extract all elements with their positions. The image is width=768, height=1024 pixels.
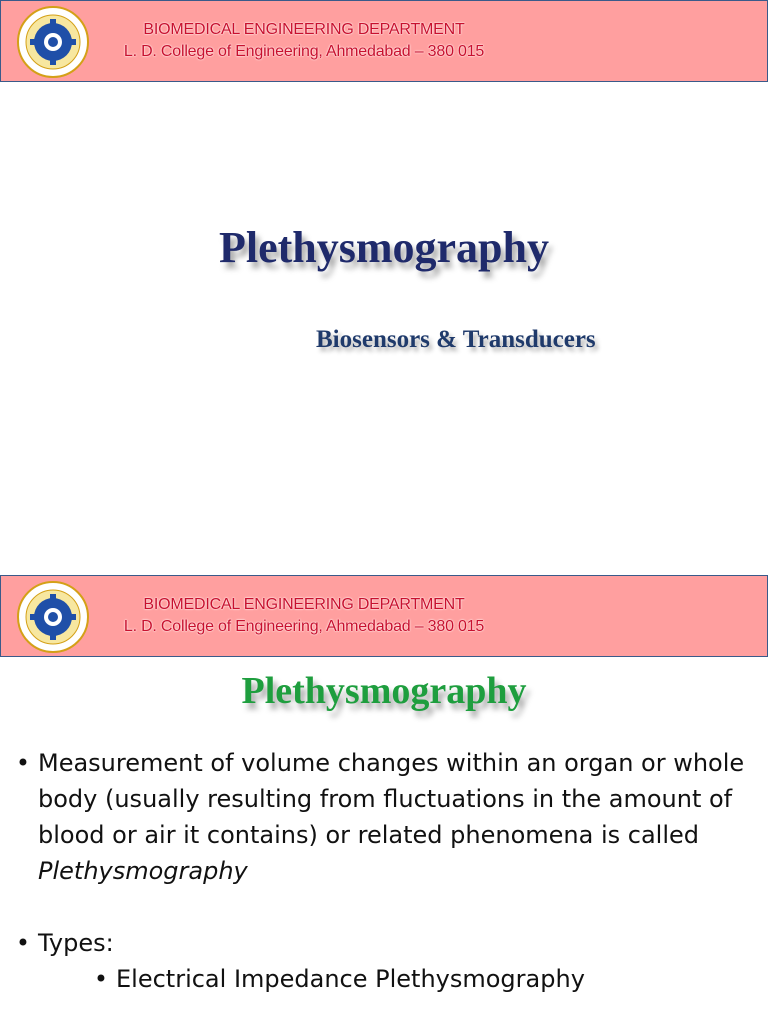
college-name: L. D. College of Engineering, Ahmedabad – 380 015 [123, 43, 485, 60]
bullet-text: Types: [38, 929, 114, 957]
slide-subtitle: Biosensors & Transducers [316, 326, 596, 353]
slide-body [8, 745, 763, 997]
department-name: BIOMEDICAL ENGINEERING DEPARTMENT [143, 596, 465, 613]
college-name: L. D. College of Engineering, Ahmedabad – 380 015 [123, 618, 485, 635]
bullet-dot: • [15, 929, 31, 957]
slide-title: Plethysmography [241, 670, 527, 712]
bullet-types [8, 925, 763, 961]
bullet-text: Measurement of volume changes within an organ or whole body (usually resulting from fluctuations in the amount of blood or air it contains) or related phenomena is called [38, 749, 745, 849]
header-text [101, 594, 767, 638]
header-banner [0, 575, 768, 657]
sub-bullet-impedance [86, 961, 763, 997]
department-name: BIOMEDICAL ENGINEERING DEPARTMENT [143, 21, 465, 38]
bullet-dot: • [93, 965, 109, 993]
header-text [101, 19, 767, 63]
content-slide [0, 575, 768, 1024]
bullet-emphasis: Plethysmography [38, 857, 248, 885]
bullet-text: Electrical Impedance Plethysmography [116, 965, 585, 993]
bullet-definition [8, 745, 763, 889]
bullet-dot: • [15, 749, 31, 777]
slide-title: Plethysmography [219, 223, 549, 272]
header-banner [0, 0, 768, 82]
